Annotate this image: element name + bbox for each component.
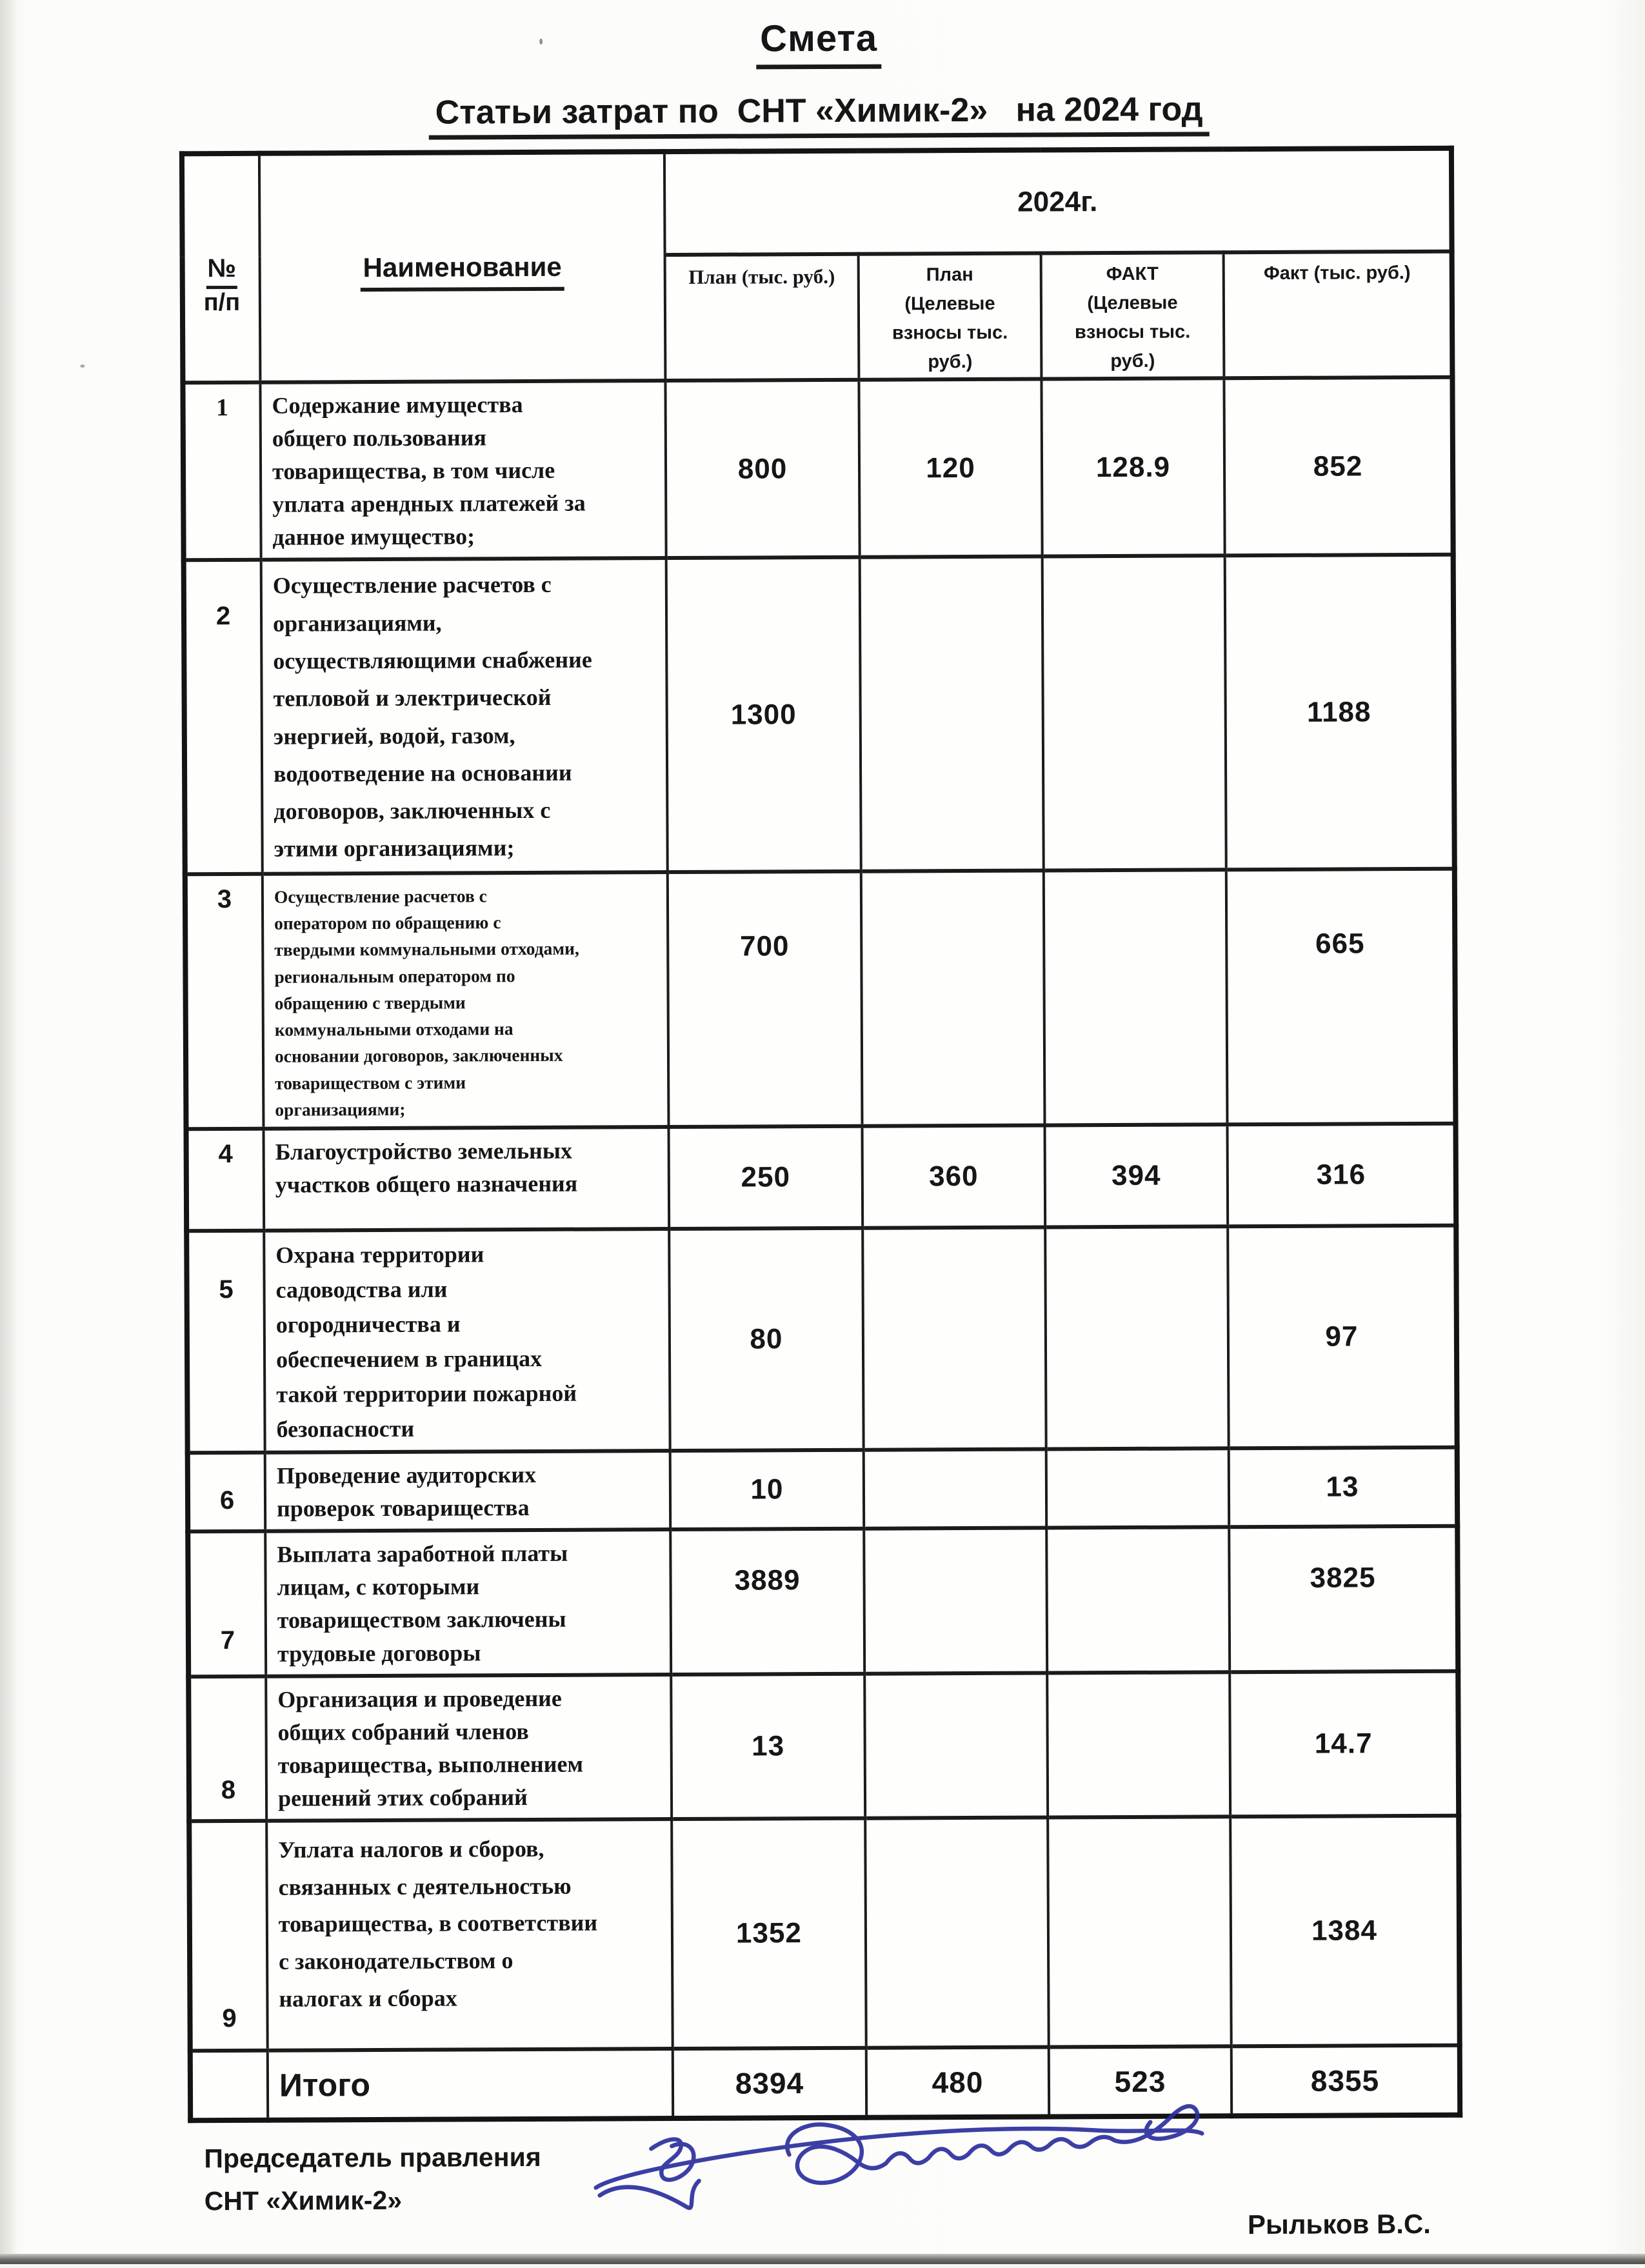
document-title (0, 13, 1641, 63)
item-description: Содержание имущества общего пользования товарищества, в том числе уплата арендных платежей за данное имущество; (260, 381, 666, 560)
value-plan: 10 (670, 1450, 864, 1530)
value-fact-target (1048, 1816, 1231, 2047)
total-fact-target: 523 (1049, 2046, 1231, 2116)
signer-name: Рыльков В.С. (1247, 2208, 1431, 2240)
col-subheader-0: План (тыс. руб.) (665, 254, 859, 381)
document-subtitle-text: Статьи затрат по СНТ «Химик-2» на 2024 год (429, 90, 1210, 139)
value-fact-target (1046, 1448, 1230, 1527)
chairman-title-block (204, 2136, 541, 2222)
value-plan: 1352 (672, 1818, 866, 2049)
name-header-text: Наименование (360, 252, 564, 292)
item-description: Осуществление расчетов с организациями, осуществляющими снабжение тепловой и электрической энергией, водой, газом, водоотведение на основании договоров, заключенных с этими организациями; (261, 558, 668, 873)
table-row (188, 1526, 1458, 1676)
row-number: 6 (188, 1453, 266, 1532)
item-description: Выплата заработной платы лицам, с которыми товариществом заключены трудовые договоры (265, 1529, 671, 1676)
row-number: 4 (186, 1129, 264, 1231)
value-plan-target (864, 1449, 1047, 1529)
signature-ink (589, 2096, 1273, 2234)
value-plan: 800 (665, 379, 859, 558)
row-number: 3 (185, 874, 264, 1129)
value-plan-target (864, 1673, 1048, 1818)
value-plan-target (864, 1528, 1047, 1674)
value-plan: 1300 (666, 557, 861, 872)
scan-speck (80, 364, 85, 368)
value-fact: 3825 (1229, 1526, 1458, 1672)
row-number: 5 (186, 1231, 264, 1453)
row-number: 7 (188, 1531, 266, 1676)
value-plan-target (860, 557, 1044, 871)
value-fact-target (1044, 870, 1228, 1125)
chairman-title-line2: СНТ «Химик-2» (204, 2185, 403, 2216)
scan-speck (539, 39, 543, 45)
value-plan: 3889 (670, 1529, 864, 1675)
chairman-title-line1: Председатель правления (204, 2142, 541, 2174)
value-plan-target (862, 1228, 1046, 1450)
total-plan-target: 480 (866, 2047, 1049, 2118)
table-row (185, 869, 1456, 1129)
number-header-stack (185, 215, 258, 321)
total-plan: 8394 (673, 2048, 866, 2118)
value-plan: 250 (668, 1126, 862, 1229)
value-fact: 14.7 (1230, 1671, 1459, 1816)
row-number: 8 (188, 1676, 266, 1821)
value-plan: 80 (669, 1228, 863, 1451)
number-sign-label: № (206, 254, 237, 289)
total-empty-cell (190, 2051, 268, 2121)
col-subheader-3: Факт (тыс. руб.) (1224, 252, 1453, 378)
value-fact-target (1045, 1226, 1228, 1449)
value-plan-target (861, 870, 1045, 1126)
item-description: Проведение аудиторских проверок товарищества (265, 1451, 671, 1531)
table-row (183, 377, 1453, 560)
value-fact-target: 128.9 (1041, 378, 1224, 557)
value-plan: 13 (671, 1673, 865, 1819)
value-fact: 13 (1229, 1447, 1458, 1527)
table-row (184, 555, 1455, 874)
table-row (188, 1447, 1458, 1532)
table-row (188, 1671, 1459, 1821)
value-plan: 700 (668, 871, 862, 1128)
value-plan-target: 360 (862, 1126, 1045, 1228)
item-description: Охрана территории садоводства или огородничества и обеспечением в границах такой территории пожарной безопасности (264, 1229, 670, 1453)
value-fact: 665 (1226, 869, 1456, 1125)
document-title-text: Смета (756, 17, 881, 70)
document-subtitle (0, 88, 1642, 134)
col-header-number (182, 154, 261, 383)
row-number: 1 (183, 383, 261, 561)
value-fact-target (1042, 556, 1226, 871)
value-fact: 1384 (1230, 1816, 1460, 2047)
scan-edge-left-artifact (0, 0, 17, 2264)
total-label: Итого (268, 2049, 673, 2120)
budget-table (179, 146, 1462, 2124)
value-plan-target: 120 (859, 379, 1042, 557)
value-fact: 1188 (1225, 555, 1455, 870)
table-row (186, 1124, 1457, 1231)
item-description: Осуществление расчетов с оператором по обращению с твердыми коммунальными отходами, региональным оператором по обращению с твердыми коммунальными отходами на основании договоров, заключенных товариществом с этими организациями; (263, 872, 669, 1129)
item-description: Благоустройство земельных участков общего назначения (264, 1127, 670, 1231)
col-subheader-2: ФАКТ (Целевые взносы тыс. руб.) (1041, 252, 1224, 379)
row-number: 9 (189, 1821, 268, 2051)
value-plan-target (865, 1818, 1049, 2048)
total-fact: 8355 (1231, 2045, 1460, 2116)
value-fact-target (1047, 1672, 1230, 1818)
value-fact: 852 (1224, 377, 1453, 555)
table-row (186, 1226, 1457, 1453)
scan-edge-bottom-artifact (0, 2254, 1645, 2264)
value-fact-target: 394 (1044, 1124, 1228, 1227)
value-fact: 97 (1228, 1226, 1457, 1449)
col-header-year: 2024г. (664, 148, 1452, 255)
item-description: Уплата налогов и сборов, связанных с деятельностью товарищества, в соответствии с законодательством о налогах и сборах (266, 1819, 673, 2051)
col-header-name (259, 152, 666, 382)
row-number: 2 (184, 560, 263, 874)
number-pp-label: п/п (203, 289, 241, 317)
col-subheader-1: План (Целевые взносы тыс. руб.) (859, 254, 1042, 380)
table-row (189, 1816, 1460, 2051)
value-fact: 316 (1227, 1124, 1456, 1227)
item-description: Организация и проведение общих собраний членов товарищества, выполнением решений этих собраний (266, 1675, 672, 1821)
value-fact-target (1046, 1527, 1230, 1673)
